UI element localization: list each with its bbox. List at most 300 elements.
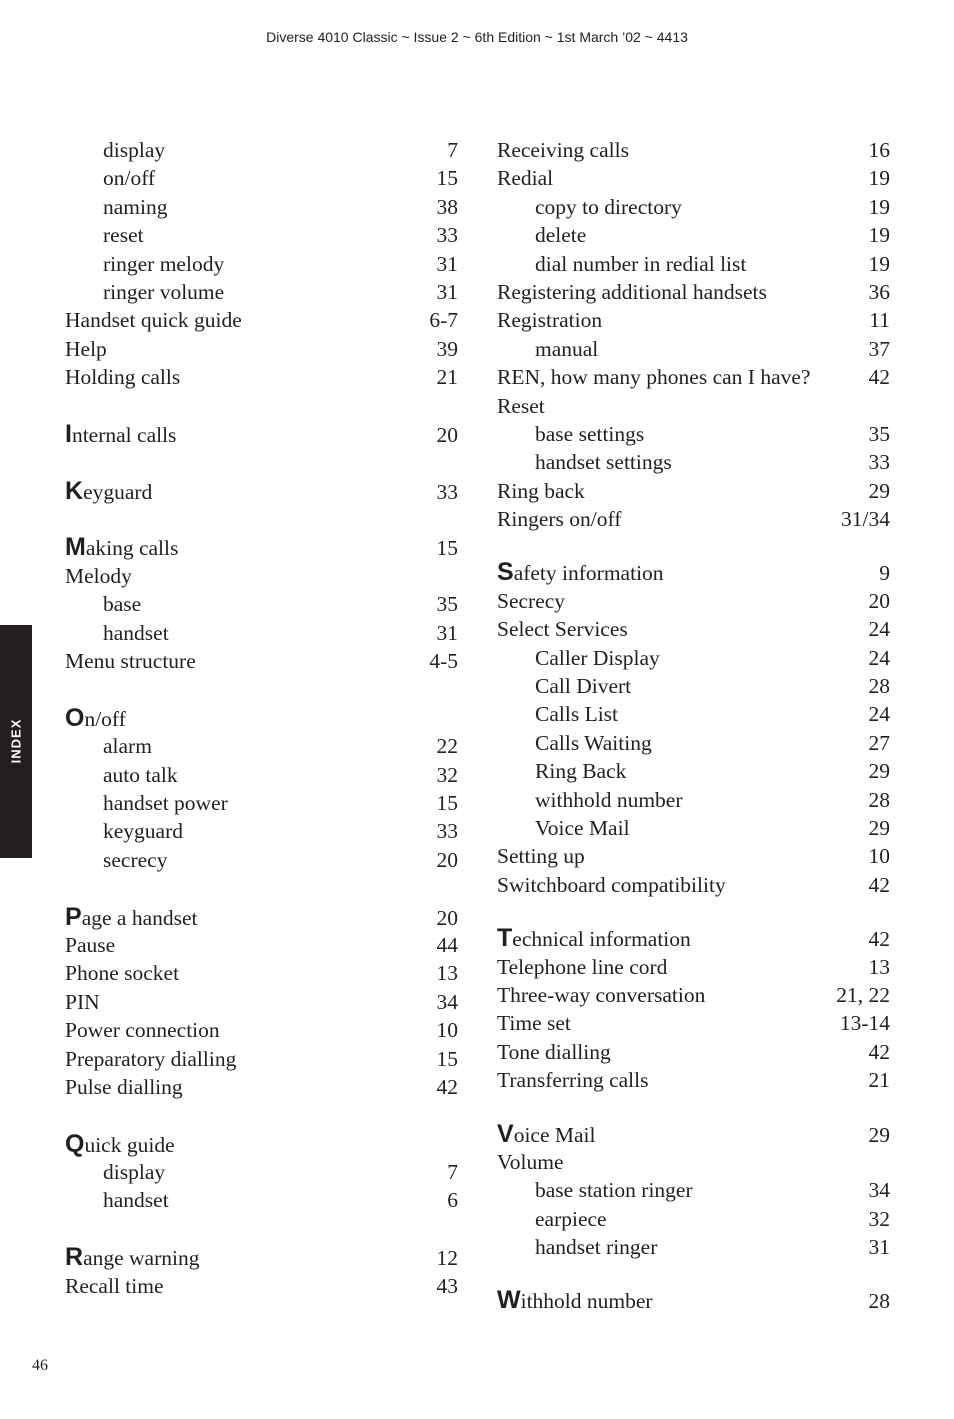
index-term-text: ithhold number <box>520 1289 653 1314</box>
page-reference: 33 <box>436 819 458 844</box>
index-column-right <box>497 136 890 1315</box>
page-reference: 42 <box>868 365 890 390</box>
section-letter: S <box>497 558 514 587</box>
page-reference: 22 <box>436 734 458 759</box>
index-term-text: Telephone line cord <box>497 954 668 979</box>
page-reference: 44 <box>436 932 458 957</box>
index-column-left <box>65 136 458 1300</box>
page-reference: 29 <box>868 759 890 784</box>
index-entry <box>65 1130 458 1158</box>
index-term <box>497 136 629 164</box>
index-term <box>65 1243 199 1272</box>
index-entry <box>497 558 890 586</box>
index-term <box>497 1233 657 1261</box>
page-reference: 34 <box>868 1178 890 1203</box>
index-term-text: Holding calls <box>65 365 181 390</box>
index-subentry <box>65 278 458 306</box>
page-reference: 35 <box>868 421 890 446</box>
page-reference: 21, 22 <box>836 982 890 1007</box>
index-term <box>497 335 598 363</box>
index-term <box>65 903 198 932</box>
index-term <box>497 1066 648 1094</box>
index-term-text: Calls Waiting <box>535 730 652 755</box>
index-term <box>497 164 553 192</box>
page-reference: 33 <box>436 223 458 248</box>
page-reference: 10 <box>868 844 890 869</box>
page-reference: 31/34 <box>841 507 890 532</box>
index-subentry <box>497 1205 890 1233</box>
page-reference: 33 <box>436 479 458 504</box>
page-reference: 4-5 <box>429 649 458 674</box>
index-entry <box>65 477 458 505</box>
index-term-text: Volume <box>497 1149 564 1174</box>
section-letter: K <box>65 476 84 505</box>
index-subentry <box>497 193 890 221</box>
index-term <box>497 786 683 814</box>
index-subentry <box>65 846 458 874</box>
index-term <box>65 959 179 987</box>
page-reference: 42 <box>868 872 890 897</box>
index-entry <box>497 615 890 643</box>
page-reference: 20 <box>868 588 890 613</box>
index-term-text: Help <box>65 336 107 361</box>
index-term <box>65 1045 236 1073</box>
page-reference: 39 <box>436 336 458 361</box>
index-subentry <box>497 729 890 757</box>
index-term <box>65 250 224 278</box>
index-term <box>497 1286 653 1315</box>
page-reference: 20 <box>436 422 458 447</box>
index-term-text: handset <box>103 620 169 645</box>
index-term-text: uick guide <box>84 1132 175 1157</box>
index-term <box>497 392 545 420</box>
index-term-text: delete <box>535 223 587 248</box>
page-reference: 16 <box>868 138 890 162</box>
index-term <box>497 448 672 476</box>
section-letter: M <box>65 533 86 562</box>
index-term-text: copy to directory <box>535 194 682 219</box>
index-entry <box>65 420 458 448</box>
page-reference: 6-7 <box>429 308 458 333</box>
index-subentry <box>497 757 890 785</box>
index-entry <box>497 1066 890 1094</box>
index-entry <box>65 1073 458 1101</box>
index-entry <box>497 871 890 899</box>
index-term <box>65 988 100 1016</box>
page-reference: 19 <box>868 166 890 191</box>
page-reference: 28 <box>868 787 890 812</box>
page-reference: 31 <box>436 620 458 645</box>
index-subentry <box>65 1158 458 1186</box>
page-reference: 33 <box>868 450 890 475</box>
page-reference: 43 <box>436 1273 458 1298</box>
index-term-text: base <box>103 592 142 617</box>
index-term <box>65 931 115 959</box>
index-term <box>497 814 630 842</box>
section-letter: V <box>497 1119 514 1148</box>
index-term <box>65 477 152 506</box>
page-reference: 13 <box>868 954 890 979</box>
index-entry <box>497 1286 890 1314</box>
page-reference: 27 <box>868 730 890 755</box>
index-term-text: Voice Mail <box>535 815 630 840</box>
index-subentry <box>497 1176 890 1204</box>
index-term-text: Power connection <box>65 1018 220 1043</box>
index-term-text: on/off <box>103 166 156 191</box>
index-subentry <box>497 335 890 363</box>
index-term <box>497 700 618 728</box>
index-term <box>497 729 652 757</box>
page-reference: 29 <box>868 478 890 503</box>
index-subentry <box>65 590 458 618</box>
index-entry <box>497 505 890 533</box>
index-term-text: Registering additional handsets <box>497 279 767 304</box>
index-side-tab <box>0 625 32 858</box>
index-entry <box>65 335 458 363</box>
index-term <box>65 278 224 306</box>
index-term <box>497 278 767 306</box>
index-entry <box>497 981 890 1009</box>
index-entry <box>65 1243 458 1271</box>
index-term <box>497 1176 693 1204</box>
index-term-text: Three-way conversation <box>497 982 706 1007</box>
index-term <box>497 250 746 278</box>
side-tab-label: INDEX <box>8 718 24 764</box>
index-term-text: handset power <box>103 790 228 815</box>
index-term <box>497 306 602 334</box>
page-reference: 12 <box>436 1246 458 1271</box>
index-term-text: Setting up <box>497 844 585 869</box>
page-reference: 20 <box>436 905 458 930</box>
page-reference: 15 <box>436 536 458 561</box>
index-term-text: eyguard <box>83 479 153 504</box>
index-entry <box>497 363 890 391</box>
index-term <box>65 306 242 334</box>
index-term-text: afety information <box>513 561 664 586</box>
page-reference: 42 <box>436 1074 458 1099</box>
index-term-text: Tone dialling <box>497 1039 611 1064</box>
page-number: 46 <box>32 1357 48 1374</box>
page-reference: 42 <box>868 1039 890 1064</box>
index-term-text: Transferring calls <box>497 1068 649 1093</box>
index-term-text: Pulse dialling <box>65 1074 183 1099</box>
index-term-text: dial number in redial list <box>535 251 747 276</box>
index-term <box>65 1158 165 1186</box>
index-term <box>497 363 810 391</box>
index-subentry <box>497 814 890 842</box>
index-entry <box>497 306 890 334</box>
index-term <box>497 558 664 587</box>
index-term-text: echnical information <box>512 927 691 952</box>
index-term <box>497 1009 571 1037</box>
index-term <box>65 363 180 391</box>
index-term <box>65 164 155 192</box>
index-subentry <box>65 250 458 278</box>
index-term-text: withhold number <box>535 787 683 812</box>
index-term <box>65 193 168 221</box>
index-entry <box>497 1120 890 1148</box>
index-term <box>497 1205 607 1233</box>
page-reference: 38 <box>436 194 458 219</box>
index-term <box>497 193 682 221</box>
index-term <box>65 335 107 363</box>
index-term <box>65 420 176 449</box>
index-entry <box>65 903 458 931</box>
index-entry <box>497 842 890 870</box>
index-term-text: n/off <box>84 706 126 731</box>
index-term-text: Preparatory dialling <box>65 1046 237 1071</box>
index-term-text: secrecy <box>103 847 168 872</box>
index-subentry <box>497 221 890 249</box>
index-term <box>497 757 626 785</box>
index-term-text: Call Divert <box>535 674 632 699</box>
page-reference: 37 <box>868 336 890 361</box>
index-entry <box>65 988 458 1016</box>
page-reference: 29 <box>868 1122 890 1147</box>
index-term-text: Select Services <box>497 617 628 642</box>
index-term <box>65 562 132 590</box>
page-reference: 28 <box>868 1289 890 1314</box>
index-entry <box>497 1038 890 1066</box>
index-term <box>497 420 644 448</box>
page-reference: 15 <box>436 1046 458 1071</box>
index-term <box>497 587 565 615</box>
index-term <box>65 761 178 789</box>
index-term <box>497 477 585 505</box>
index-term-text: PIN <box>65 989 100 1014</box>
index-term-text: handset <box>103 1188 169 1213</box>
index-subentry <box>497 786 890 814</box>
index-term-text: manual <box>535 336 599 361</box>
index-term-text: Redial <box>497 166 554 191</box>
index-subentry <box>497 700 890 728</box>
page-reference: 31 <box>436 251 458 276</box>
page-reference: 13-14 <box>839 1011 890 1036</box>
index-term-text: REN, how many phones can I have? <box>497 365 811 390</box>
index-term-text: ringer volume <box>103 279 225 304</box>
index-entry <box>65 1016 458 1044</box>
index-entry <box>497 587 890 615</box>
page-reference: 24 <box>868 645 890 670</box>
index-term-text: handset ringer <box>535 1235 658 1260</box>
index-subentry <box>65 761 458 789</box>
index-term <box>497 615 628 643</box>
index-term <box>497 981 705 1009</box>
index-term <box>65 1130 175 1159</box>
index-entry <box>65 647 458 675</box>
index-term-text: handset settings <box>535 450 672 475</box>
page-reference: 10 <box>436 1018 458 1043</box>
index-entry <box>497 1148 890 1176</box>
index-term-text: Time set <box>497 1011 571 1036</box>
index-term-text: Switchboard compatibility <box>497 872 726 897</box>
index-term <box>65 704 126 733</box>
index-term-text: Ring back <box>497 478 585 503</box>
page-reference: 29 <box>868 815 890 840</box>
index-term-text: display <box>103 1160 166 1185</box>
index-entry <box>497 278 890 306</box>
index-term-text: aking calls <box>85 536 179 561</box>
index-term-text: naming <box>103 194 168 219</box>
index-term-text: display <box>103 138 166 162</box>
index-subentry <box>65 732 458 760</box>
index-term <box>497 1038 611 1066</box>
index-term <box>65 533 178 562</box>
index-entry <box>65 1045 458 1073</box>
index-term-text: age a handset <box>81 905 198 930</box>
index-subentry <box>497 672 890 700</box>
index-term <box>65 817 183 845</box>
index-entry <box>497 477 890 505</box>
index-entry <box>65 931 458 959</box>
index-term <box>65 846 167 874</box>
index-term-text: base settings <box>535 421 645 446</box>
page-reference: 7 <box>447 138 458 162</box>
index-term-text: ange warning <box>83 1246 200 1271</box>
index-term <box>497 1148 564 1176</box>
page-reference: 34 <box>436 989 458 1014</box>
page-reference: 31 <box>868 1235 890 1260</box>
page-reference: 24 <box>868 702 890 727</box>
section-letter: O <box>65 703 85 732</box>
index-term <box>497 644 660 672</box>
index-entry <box>497 924 890 952</box>
section-letter: I <box>65 419 72 448</box>
index-term-text: Registration <box>497 308 603 333</box>
index-term-text: reset <box>103 223 144 248</box>
index-term <box>65 1016 220 1044</box>
page-reference: 7 <box>447 1160 458 1185</box>
index-term <box>497 1120 595 1149</box>
index-entry <box>65 363 458 391</box>
index-entry <box>497 1009 890 1037</box>
index-term-text: earpiece <box>535 1206 607 1231</box>
section-letter: R <box>65 1243 84 1272</box>
index-term-text: keyguard <box>103 819 183 844</box>
index-term-text: ringer melody <box>103 251 225 276</box>
index-term <box>65 1073 183 1101</box>
index-term <box>497 221 586 249</box>
page-reference: 20 <box>436 847 458 872</box>
index-subentry <box>497 250 890 278</box>
index-subentry <box>65 193 458 221</box>
index-term <box>497 924 691 953</box>
page-reference: 9 <box>879 561 890 586</box>
running-header: Diverse 4010 Classic ~ Issue 2 ~ 6th Edition ~ 1st March ’02 ~ 4413 <box>266 29 688 45</box>
index-term <box>497 672 631 700</box>
index-term <box>65 732 152 760</box>
page-reference: 21 <box>436 365 458 390</box>
index-subentry <box>65 817 458 845</box>
index-entry <box>497 164 890 192</box>
page-reference: 6 <box>447 1188 458 1213</box>
page-reference: 28 <box>868 674 890 699</box>
page-reference: 11 <box>869 308 890 333</box>
index-entry <box>497 136 890 164</box>
index-subentry <box>65 136 458 164</box>
index-term-text: Secrecy <box>497 588 566 613</box>
page-reference: 19 <box>868 251 890 276</box>
index-term <box>497 842 585 870</box>
index-term <box>497 953 667 981</box>
page-reference: 35 <box>436 592 458 617</box>
index-term-text: Reset <box>497 393 545 418</box>
index-term-text: Menu structure <box>65 649 196 674</box>
index-entry <box>65 704 458 732</box>
index-subentry <box>497 420 890 448</box>
index-term-text: base station ringer <box>535 1178 693 1203</box>
page-reference: 32 <box>436 762 458 787</box>
index-term-text: oice Mail <box>513 1122 596 1147</box>
page-reference: 19 <box>868 194 890 219</box>
index-term <box>65 1186 169 1214</box>
page-reference: 42 <box>868 927 890 952</box>
index-entry <box>65 562 458 590</box>
page-reference: 15 <box>436 790 458 815</box>
index-subentry <box>497 644 890 672</box>
section-letter: T <box>497 924 513 953</box>
page-reference: 19 <box>868 223 890 248</box>
page-reference: 24 <box>868 617 890 642</box>
index-subentry <box>65 221 458 249</box>
index-term <box>65 590 141 618</box>
index-entry <box>65 306 458 334</box>
index-term-text: auto talk <box>103 762 178 787</box>
section-letter: P <box>65 902 82 931</box>
index-term-text: Phone socket <box>65 961 180 986</box>
index-term <box>65 221 144 249</box>
index-subentry <box>497 448 890 476</box>
page-reference: 32 <box>868 1206 890 1231</box>
index-term <box>65 136 165 164</box>
index-entry <box>65 959 458 987</box>
index-term <box>65 619 169 647</box>
page-reference: 13 <box>436 961 458 986</box>
page-reference: 21 <box>868 1068 890 1093</box>
index-term-text: alarm <box>103 734 152 759</box>
index-term-text: Melody <box>65 563 132 588</box>
index-entry <box>497 392 890 420</box>
index-term-text: nternal calls <box>71 422 177 447</box>
section-letter: W <box>497 1286 521 1315</box>
index-term-text: Pause <box>65 932 116 957</box>
index-term-text: Receiving calls <box>497 138 629 162</box>
index-term-text: Recall time <box>65 1273 164 1298</box>
index-term-text: Caller Display <box>535 645 660 670</box>
index-subentry <box>497 1233 890 1261</box>
index-entry <box>65 1272 458 1300</box>
index-term <box>65 647 196 675</box>
index-entry <box>65 533 458 561</box>
index-term <box>497 505 621 533</box>
index-term-text: Handset quick guide <box>65 308 242 333</box>
index-subentry <box>65 164 458 192</box>
index-term <box>65 1272 164 1300</box>
index-subentry <box>65 619 458 647</box>
index-term-text: Ringers on/off <box>497 507 622 532</box>
page-reference: 15 <box>436 166 458 191</box>
index-term <box>497 871 726 899</box>
index-term-text: Calls List <box>535 702 619 727</box>
index-term-text: Ring Back <box>535 759 627 784</box>
index-term <box>65 789 228 817</box>
index-subentry <box>65 1186 458 1214</box>
index-subentry <box>65 789 458 817</box>
section-letter: Q <box>65 1129 85 1158</box>
page-reference: 31 <box>436 279 458 304</box>
index-entry <box>497 953 890 981</box>
page-reference: 36 <box>868 279 890 304</box>
